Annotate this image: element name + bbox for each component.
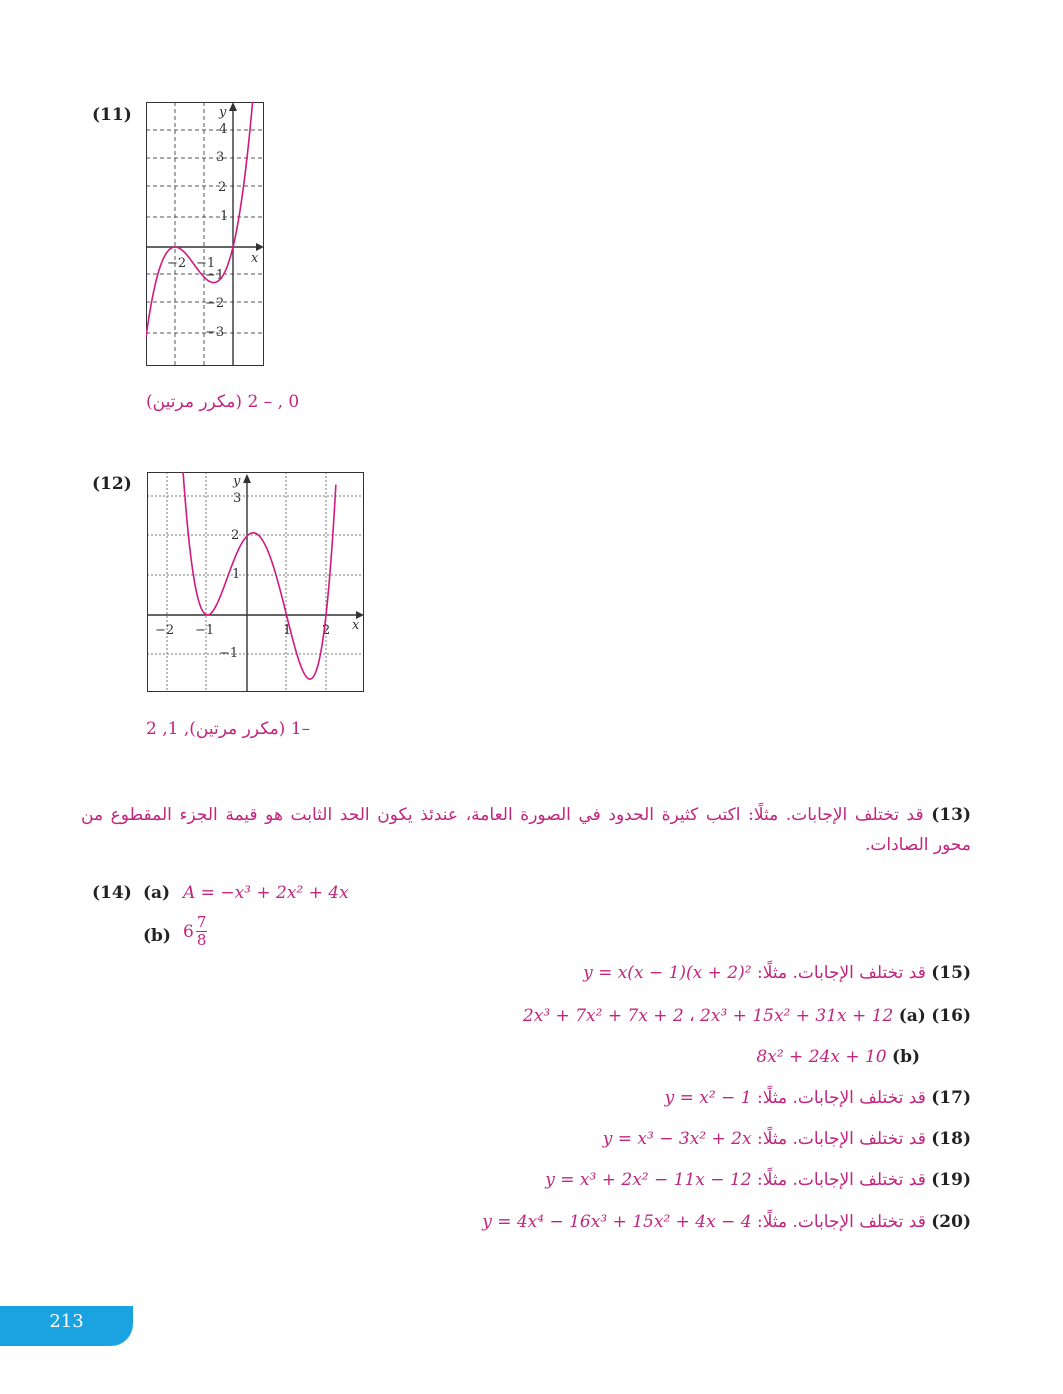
problem-18	[603, 1129, 971, 1149]
graph-12-xtick-2: 2	[322, 623, 331, 638]
problem-19	[545, 1170, 971, 1190]
problem-14b-whole: 6	[183, 921, 194, 942]
graph-12-ytick-3: 3	[233, 491, 242, 506]
problem-19-text: قد تختلف الإجابات. مثلًا:	[756, 1170, 926, 1190]
graph-11-ytick-m3: −3	[205, 325, 225, 340]
problem-16a-label: (a)	[898, 1006, 926, 1026]
problem-16a-expr2: 2x³ + 7x² + 7x + 2	[522, 1006, 684, 1026]
problem-18-text: قد تختلف الإجابات. مثلًا:	[756, 1129, 926, 1149]
problem-14-number: (14)	[92, 883, 132, 903]
graph-12-xtick-m1: −1	[195, 623, 215, 638]
graph-11	[146, 102, 264, 366]
problem-11-number: (11)	[92, 105, 132, 125]
graph-11-x-label: x	[251, 251, 259, 266]
problem-12-number: (12)	[92, 474, 132, 494]
problem-20-expr: y = 4x⁴ − 16x³ + 15x² + 4x − 4	[482, 1212, 752, 1232]
problem-15	[583, 963, 971, 983]
graph-12-ytick-m1: −1	[219, 646, 239, 661]
graph-11-ytick-4: 4	[219, 122, 228, 137]
problem-14b-label: (b)	[143, 926, 171, 946]
problem-17	[665, 1088, 971, 1108]
graph-11-ytick-1: 1	[220, 209, 229, 224]
problem-20-number: (20)	[931, 1212, 971, 1232]
problem-13-text: قد تختلف الإجابات. مثلًا: اكتب كثيرة الحدود في الصورة العامة، عندئذ يكون الحد الثابت هو قيمة الجزء المقطوع من محور الصادات.	[81, 805, 971, 855]
graph-11-ytick-m1: −1	[205, 268, 225, 283]
problem-16a	[523, 1006, 971, 1026]
problem-14b-numerator: 7	[196, 913, 207, 931]
problem-15-expr: y = x(x − 1)(x + 2)²	[583, 963, 752, 983]
problem-15-text: قد تختلف الإجابات. مثلًا:	[756, 963, 926, 983]
graph-12-y-label: y	[233, 474, 241, 489]
problem-17-number: (17)	[931, 1088, 971, 1108]
graph-12-xtick-1: 1	[283, 623, 292, 638]
problem-17-text: قد تختلف الإجابات. مثلًا:	[756, 1088, 926, 1108]
problem-13-number: (13)	[931, 805, 972, 825]
problem-14b-mixed-number	[183, 914, 207, 949]
graph-11-xtick-m1: −1	[196, 256, 216, 271]
problem-15-number: (15)	[931, 963, 971, 983]
problem-18-number: (18)	[931, 1129, 971, 1149]
page-number: 213	[0, 1306, 133, 1346]
graph-11-xtick-m2: −2	[167, 256, 187, 271]
problem-14b-denominator: 8	[196, 931, 207, 949]
problem-13	[81, 800, 971, 860]
graph-12-ytick-1: 1	[232, 567, 241, 582]
problem-16a-expr1: 2x³ + 15x² + 31x + 12	[700, 1006, 894, 1026]
problem-17-expr: y = x² − 1	[664, 1088, 752, 1108]
graph-11-ytick-3: 3	[216, 150, 225, 165]
graph-12-xtick-m2: −2	[155, 623, 175, 638]
problem-16b-label: (b)	[892, 1047, 920, 1067]
problem-14a-expr: A = −x³ + 2x² + 4x	[183, 883, 349, 903]
problem-16b-expr: 8x² + 24x + 10	[756, 1047, 887, 1067]
problem-14a-label: (a)	[143, 883, 171, 903]
graph-12-x-label: x	[352, 618, 360, 633]
problem-18-expr: y = x³ − 3x² + 2x	[602, 1129, 752, 1149]
graph-11-ytick-m2: −2	[205, 296, 225, 311]
problem-20	[482, 1212, 971, 1232]
problem-20-text: قد تختلف الإجابات. مثلًا:	[756, 1212, 926, 1232]
problem-12-answer: –1 (مكرر مرتين), 1, 2	[146, 719, 311, 739]
problem-16b	[756, 1047, 920, 1067]
problem-19-number: (19)	[931, 1170, 971, 1190]
problem-16a-separator: ،	[689, 1006, 695, 1026]
problem-16-number: (16)	[931, 1006, 971, 1026]
problem-11-answer: 0 , – 2 (مكرر مرتين)	[146, 392, 300, 412]
graph-11-y-label: y	[219, 105, 227, 120]
graph-12-curve	[170, 472, 336, 679]
graph-11-ytick-2: 2	[218, 180, 227, 195]
graph-12-ytick-2: 2	[231, 528, 240, 543]
problem-19-expr: y = x³ + 2x² − 11x − 12	[545, 1170, 752, 1190]
graph-12	[147, 472, 364, 692]
